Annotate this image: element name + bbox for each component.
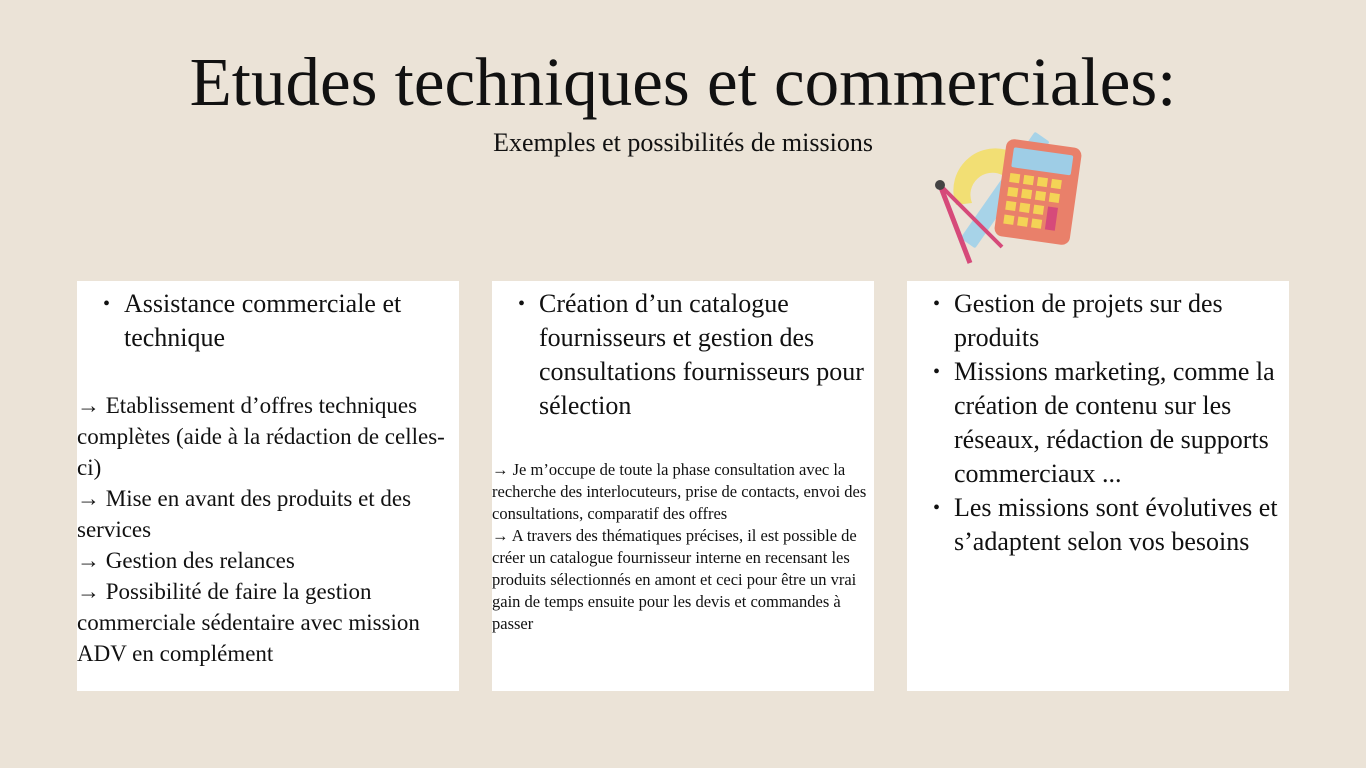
card-assistance [77,281,459,691]
detail-line: → A travers des thématiques précises, il est possible de créer un catalogue fournisseur interne en recensant les produits sélectionnés en amont et ceci pour être un vrai gain de temps ensuite pour les devis et commandes à passer [492,526,857,633]
detail-line: → Possibilité de faire la gestion commerciale sédentaire avec mission ADV en complément [77,579,420,666]
bullet-list [492,287,874,423]
detail-text [492,459,874,635]
detail-line: → Mise en avant des produits et des services [77,486,412,542]
detail-line: → Etablissement d’offres techniques complètes (aide à la rédaction de celles-ci) [77,393,445,480]
card-catalogue [492,281,874,691]
bullet-item: • Création d’un catalogue fournisseurs et gestion des consultations fournisseurs pour sélection [492,287,874,423]
bullet-item: • Les missions sont évolutives et s’adaptent selon vos besoins [907,491,1289,559]
detail-line: → Je m’occupe de toute la phase consultation avec la recherche des interlocuteurs, prise de contacts, envoi des consultations, comparatif des offres [492,460,867,523]
bullet-item: • Missions marketing, comme la création de contenu sur les réseaux, rédaction de supports commerciaux ... [907,355,1289,491]
bullet-item: • Gestion de projets sur des produits [907,287,1289,355]
calculator-icon [994,138,1083,246]
bullet-list [907,287,1289,559]
page-title: Etudes techniques et commerciales: [189,44,1177,120]
bullet-item: • Assistance commerciale et technique [77,287,459,355]
card-projects [907,281,1289,691]
detail-text [77,390,459,669]
math-tools-illustration [928,115,1088,275]
page-subtitle: Exemples et possibilités de missions [493,128,873,157]
bullet-list [77,287,459,355]
detail-line: → Gestion des relances [77,548,295,573]
